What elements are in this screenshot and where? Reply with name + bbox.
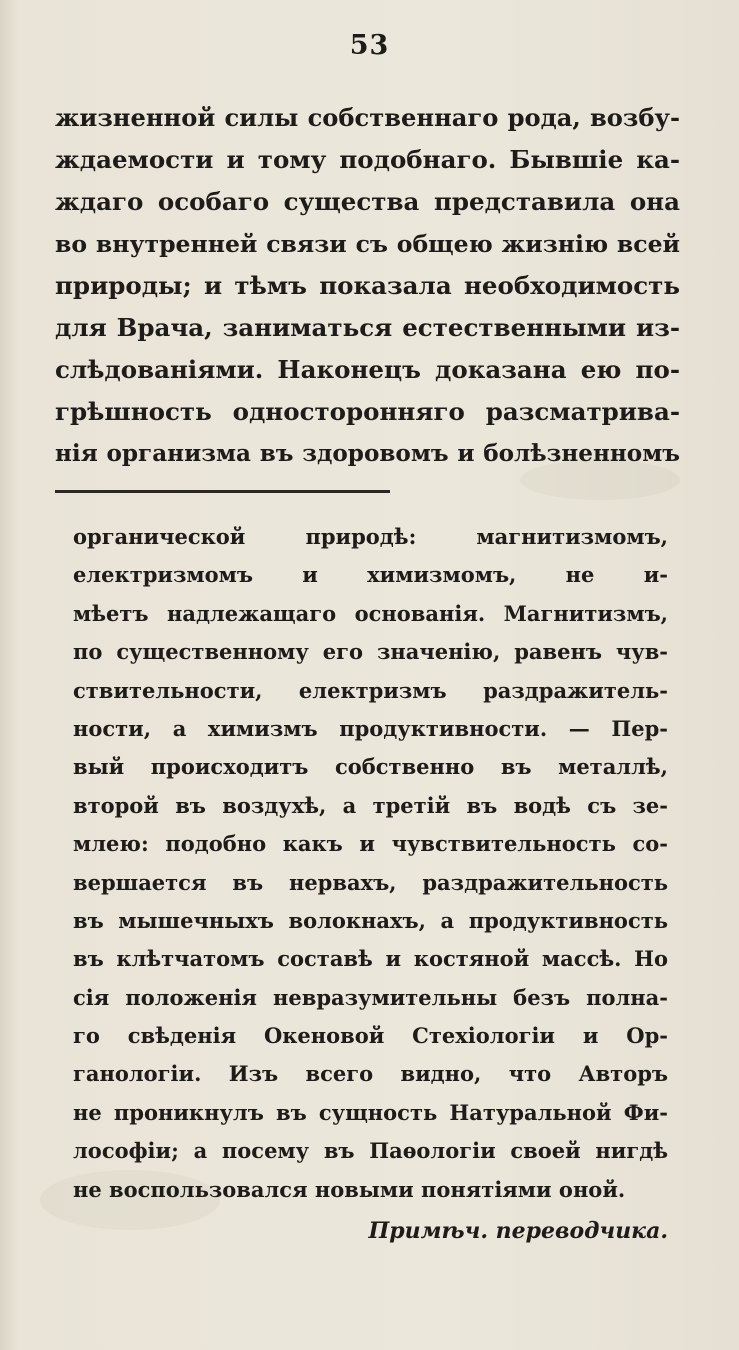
text-line: природы; и тѣмъ показала необходимость: [55, 271, 680, 300]
text-line: ждаемости и тому подобнаго. Бывшіе ка-: [55, 145, 680, 174]
text-line: ждаго особаго существа представила она: [55, 187, 680, 216]
text-line: во внутренней связи съ общею жизнію всей: [55, 230, 680, 258]
footnote-line: ности, а химизмъ продуктивности. — Пер-: [73, 715, 668, 741]
footnote-line: въ клѣтчатомъ составѣ и костяной массѣ. Но: [73, 946, 668, 972]
footnote-line: вый происходитъ собственно въ металлѣ,: [73, 754, 668, 780]
footnote-line: електризмомъ и химизмомъ, не и-: [73, 562, 668, 588]
main-text-block: [55, 97, 680, 475]
footnote-line: го свѣденія Океновой Стехіологіи и Ор-: [73, 1023, 668, 1049]
footnote-separator: [55, 490, 390, 493]
footnote-line: по существенному его значенію, равенъ чув-: [73, 639, 668, 665]
footnote-block: [73, 518, 668, 1253]
footnote-line: вершается въ нервахъ, раздражительность: [73, 869, 668, 895]
footnote-line: второй въ воздухѣ, а третій въ водѣ съ зе-: [73, 792, 668, 818]
footnote-line: не проникнулъ въ сущность Натуральной Фи-: [73, 1099, 668, 1125]
footnote-line: млею: подобно какъ и чувствительность со-: [73, 831, 668, 857]
translator-note-signature: Примѣч. переводчика.: [368, 1218, 668, 1245]
text-line: жизненной силы собственнаго рода, возбу-: [55, 103, 680, 132]
footnote-line: не воспользовался новыми понятіями оной.: [73, 1176, 626, 1202]
footnote-line: сія положенія невразумительны безъ полна-: [73, 984, 668, 1010]
footnote-line: ствительности, електризмъ раздражитель-: [73, 677, 668, 703]
text-line: нія организма въ здоровомъ и болѣзненномъ: [55, 440, 680, 467]
text-line: для Врача, заниматься естественными из-: [55, 313, 680, 342]
text-line: слѣдованіями. Наконецъ доказана ею по-: [55, 355, 680, 384]
footnote-line: мѣетъ надлежащаго основанія. Магнитизмъ,: [73, 600, 668, 626]
footnote-line: въ мышечныхъ волокнахъ, а продуктивность: [73, 907, 668, 933]
footnote-line: лософіи; а посему въ Паѳологіи своей нигдѣ: [73, 1138, 668, 1164]
footnote-line: ганологіи. Изъ всего видно, что Авторъ: [73, 1061, 668, 1087]
page-number: 53: [349, 30, 390, 61]
text-line: грѣшность односторонняго разсматрива-: [55, 397, 680, 426]
footnote-line: органической природѣ: магнитизмомъ,: [73, 524, 668, 549]
